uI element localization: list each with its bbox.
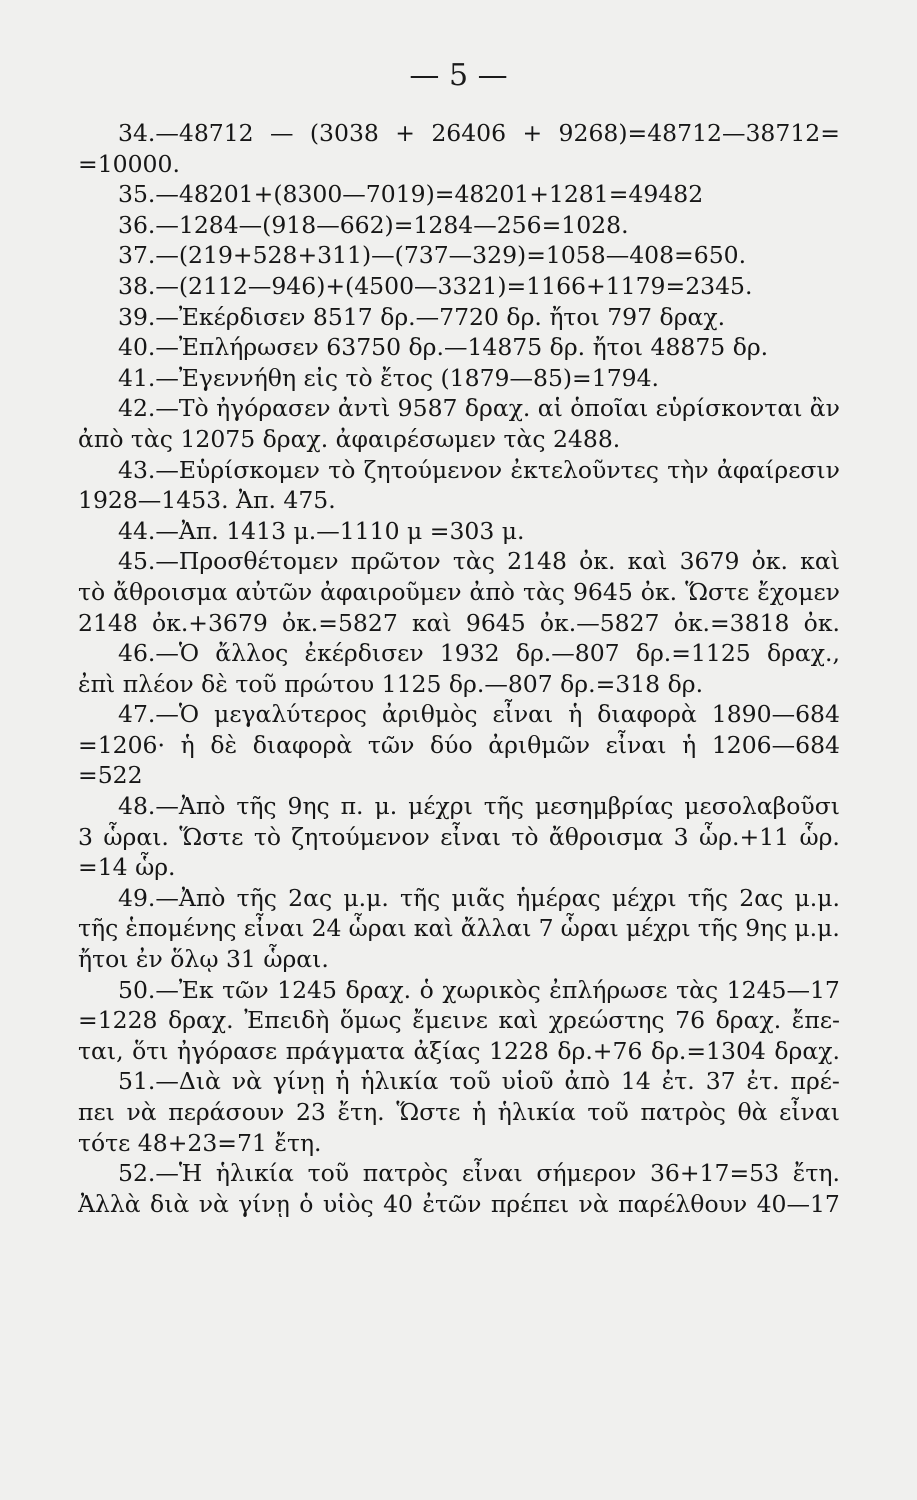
text-line: 49.—Ἀπὸ τῆς 2ας μ.μ. τῆς μιᾶς ἡμέρας μέχρι τῆς 2ας μ.μ. bbox=[118, 883, 840, 912]
text-line: 36.—1284—(918—662)=1284—256=1028. bbox=[118, 210, 629, 239]
text-line: 46.—Ὁ ἄλλος ἐκέρδισεν 1932 δρ.—807 δρ.=1125 δραχ., bbox=[118, 639, 840, 668]
text-line: =10000. bbox=[78, 149, 180, 178]
text-line: 38.—(2112—946)+(4500—3321)=1166+1179=2345. bbox=[118, 271, 753, 300]
text-line: 45.—Προσθέτομεν πρῶτον τὰς 2148 ὀκ. καὶ 3679 ὀκ. καὶ bbox=[118, 547, 840, 576]
text-line: τῆς ἑπομένης εἶναι 24 ὧραι καὶ ἄλλαι 7 ὧραι μέχρι τῆς 9ης μ.μ. bbox=[78, 914, 840, 943]
text-line: =14 ὧρ. bbox=[78, 853, 176, 882]
text-line: 37.—(219+528+311)—(737—329)=1058—408=650. bbox=[118, 241, 747, 270]
text-line: Ἀλλὰ διὰ νὰ γίνῃ ὁ υἱὸς 40 ἐτῶν πρέπει νὰ παρέλθουν 40—17 bbox=[78, 1189, 840, 1218]
text-line: 48.—Ἀπὸ τῆς 9ης π. μ. μέχρι τῆς μεσημβρίας μεσολαβοῦσι bbox=[118, 792, 840, 821]
page-text bbox=[78, 118, 840, 1219]
text-line: 1928—1453. Ἀπ. 475. bbox=[78, 486, 336, 515]
text-line: 35.—48201+(8300—7019)=48201+1281=49482 bbox=[118, 180, 704, 209]
text-line: 40.—Ἐπλήρωσεν 63750 δρ.—14875 δρ. ἤτοι 48875 δρ. bbox=[118, 333, 769, 362]
text-line: 34.—48712 — (3038 + 26406 + 9268)=48712—38712= bbox=[118, 119, 840, 147]
text-line: 52.—Ἡ ἡλικία τοῦ πατρὸς εἶναι σήμερον 36+17=53 ἔτη. bbox=[118, 1159, 840, 1188]
text-line: ἤτοι ἐν ὅλῳ 31 ὧραι. bbox=[78, 945, 329, 974]
text-line: ἀπὸ τὰς 12075 δραχ. ἀφαιρέσωμεν τὰς 2488. bbox=[78, 424, 621, 453]
text-line: τότε 48+23=71 ἔτη. bbox=[78, 1128, 322, 1157]
text-line: πει νὰ περάσουν 23 ἔτη. Ὥστε ἡ ἡλικία τοῦ πατρὸς θὰ εἶναι bbox=[78, 1098, 840, 1126]
text-line: 41.—Ἐγεννήθη εἰς τὸ ἔτος (1879—85)=1794. bbox=[118, 363, 660, 392]
text-line: 3 ὧραι. Ὥστε τὸ ζητούμενον εἶναι τὸ ἄθροισμα 3 ὧρ.+11 ὧρ. bbox=[78, 822, 840, 851]
text-line: =522 bbox=[78, 761, 143, 790]
text-line: 50.—Ἐκ τῶν 1245 δραχ. ὁ χωρικὸς ἐπλήρωσε τὰς 1245—17 bbox=[118, 975, 840, 1004]
text-line: 42.—Τὸ ἠγόρασεν ἀντὶ 9587 δραχ. αἱ ὁποῖαι εὑρίσκονται ἂν bbox=[118, 394, 840, 423]
text-line: τὸ ἄθροισμα αὐτῶν ἀφαιροῦμεν ἀπὸ τὰς 9645 ὀκ. Ὥστε ἔχομεν bbox=[78, 577, 840, 606]
text-line: 51.—Διὰ νὰ γίνῃ ἡ ἡλικία τοῦ υἱοῦ ἀπὸ 14 ἐτ. 37 ἐτ. πρέ- bbox=[118, 1067, 840, 1096]
text-line: 43.—Εὑρίσκομεν τὸ ζητούμενον ἐκτελοῦντες τὴν ἀφαίρεσιν bbox=[118, 455, 840, 484]
text-line: 47.—Ὁ μεγαλύτερος ἀριθμὸς εἶναι ἡ διαφορὰ 1890—684 bbox=[118, 700, 840, 729]
text-line: 2148 ὀκ.+3679 ὀκ.=5827 καὶ 9645 ὀκ.—5827 ὀκ.=3818 ὀκ. bbox=[78, 608, 840, 637]
text-line: ται, ὅτι ἠγόρασε πράγματα ἀξίας 1228 δρ.+76 δρ.=1304 δραχ. bbox=[78, 1036, 840, 1065]
text-line: =1228 δραχ. Ἐπειδὴ ὅμως ἔμεινε καὶ χρεώστης 76 δραχ. ἔπε- bbox=[78, 1006, 840, 1035]
text-line: =1206· ἡ δὲ διαφορὰ τῶν δύο ἀριθμῶν εἶναι ἡ 1206—684 bbox=[78, 730, 840, 759]
text-line: ἐπὶ πλέον δὲ τοῦ πρώτου 1125 δρ.—807 δρ.=318 δρ. bbox=[78, 669, 704, 698]
page-number: — 5 — bbox=[409, 58, 508, 93]
text-line: 39.—Ἐκέρδισεν 8517 δρ.—7720 δρ. ἤτοι 797 δραχ. bbox=[118, 302, 726, 331]
text-line: 44.—Ἀπ. 1413 μ.—1110 μ =303 μ. bbox=[118, 516, 525, 545]
